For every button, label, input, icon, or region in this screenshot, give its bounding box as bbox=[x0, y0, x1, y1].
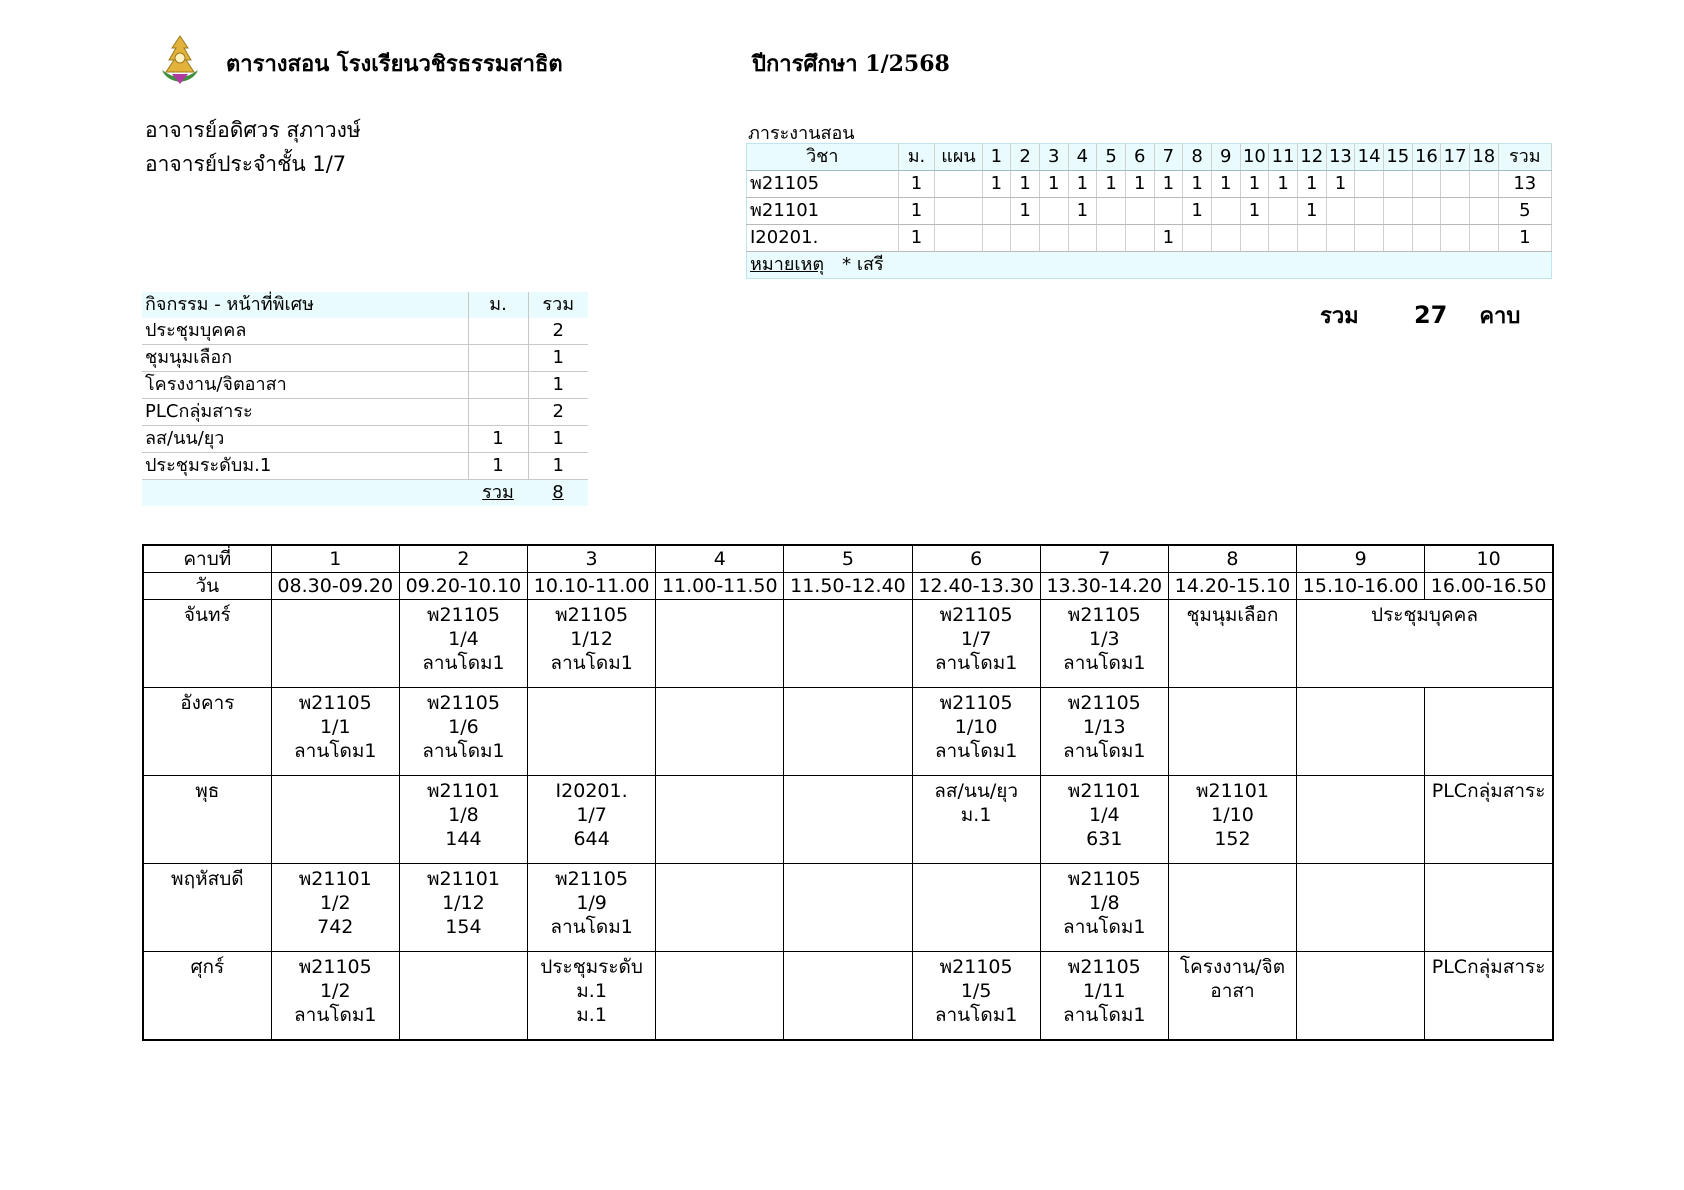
teaching-load-cell: 1 bbox=[1154, 171, 1183, 198]
teaching-load-cell bbox=[1211, 225, 1240, 252]
teaching-load-cell bbox=[1297, 225, 1326, 252]
timetable-cell bbox=[399, 864, 527, 952]
subject-code-cell: พ21105 bbox=[747, 171, 899, 198]
timetable-day-row bbox=[143, 864, 1553, 952]
day-name: พฤหัสบดี bbox=[143, 864, 271, 952]
note-text: * เสรี bbox=[842, 254, 884, 275]
activity-row bbox=[142, 345, 588, 372]
teaching-load-header-cell: 8 bbox=[1183, 144, 1212, 171]
teaching-load-cell bbox=[1383, 225, 1412, 252]
teaching-load-cell bbox=[935, 225, 982, 252]
period-time: 09.20-10.10 bbox=[399, 573, 527, 600]
teaching-load-cell: 1 bbox=[1326, 171, 1355, 198]
timetable-cell-line: ลานโดม1 bbox=[1063, 652, 1146, 674]
timetable-cell-line: ลานโดม1 bbox=[934, 652, 1018, 674]
timetable-cell-line: 1/11 bbox=[1082, 980, 1126, 1002]
timetable-cell-line: พ21101 bbox=[1067, 780, 1141, 802]
period-time: 10.10-11.00 bbox=[528, 573, 656, 600]
teaching-load-cell bbox=[1125, 225, 1154, 252]
activity-row bbox=[142, 318, 588, 345]
timetable-cell-line: 1/8 bbox=[448, 804, 479, 826]
day-corner-label: วัน bbox=[143, 573, 271, 600]
day-name: จันทร์ bbox=[143, 600, 271, 688]
timetable-cell-line: พ21105 bbox=[1067, 692, 1141, 714]
day-name: พุธ bbox=[143, 776, 271, 864]
period-time: 16.00-16.50 bbox=[1425, 573, 1553, 600]
timetable-cell bbox=[784, 952, 912, 1041]
day-name: ศุกร์ bbox=[143, 952, 271, 1041]
timetable-cell-line: ประชุมระดับ bbox=[540, 956, 643, 978]
activities-header-row bbox=[142, 292, 588, 318]
teaching-load-header-cell: 17 bbox=[1441, 144, 1470, 171]
timetable-cell bbox=[399, 688, 527, 776]
teaching-load-cell bbox=[1183, 225, 1212, 252]
activity-row bbox=[142, 399, 588, 426]
subject-code-cell: พ21101 bbox=[747, 198, 899, 225]
timetable-cell-line: 1/12 bbox=[442, 892, 485, 914]
teaching-load-cell bbox=[1412, 225, 1441, 252]
timetable-cell-line: 631 bbox=[1086, 828, 1123, 850]
period-number: 3 bbox=[528, 545, 656, 573]
teaching-load-cell: 1 bbox=[1125, 171, 1154, 198]
timetable-cell bbox=[528, 688, 656, 776]
teaching-load-header-cell: รวม bbox=[1498, 144, 1551, 171]
timetable-cell-line: พ21101 bbox=[426, 868, 500, 890]
timetable-cell-line: พ21105 bbox=[939, 956, 1013, 978]
teaching-load-cell bbox=[1097, 225, 1126, 252]
activity-name: ลส/นน/ยุว bbox=[142, 426, 468, 453]
period-time: 11.00-11.50 bbox=[656, 573, 784, 600]
timetable-cell-line: ชุมนุมเลือก bbox=[1186, 604, 1279, 626]
timetable-cell-line: 742 bbox=[317, 916, 354, 938]
timetable-cell bbox=[1425, 688, 1553, 776]
period-number: 2 bbox=[399, 545, 527, 573]
timetable-cell-line: 1/3 bbox=[1089, 628, 1120, 650]
timetable-cell-line: โครงงาน/จิต bbox=[1179, 956, 1286, 978]
timetable-cell-line: พ21105 bbox=[555, 868, 629, 890]
timetable-cell bbox=[784, 688, 912, 776]
timetable-cell-line: 1/13 bbox=[1082, 716, 1126, 738]
period-number: 4 bbox=[656, 545, 784, 573]
activities-footer-label: รวม bbox=[468, 480, 528, 507]
teaching-load-cell bbox=[1039, 198, 1068, 225]
activity-row bbox=[142, 453, 588, 480]
teaching-load-header-cell: 11 bbox=[1269, 144, 1298, 171]
timetable-cell bbox=[656, 776, 784, 864]
timetable-cell bbox=[656, 952, 784, 1041]
timetable-cell-line: พ21105 bbox=[939, 604, 1013, 626]
teaching-load-cell: 1 bbox=[1068, 198, 1097, 225]
timetable-cell-line: ม.1 bbox=[960, 804, 992, 826]
teaching-load-cell: 1 bbox=[1068, 171, 1097, 198]
activity-name: โครงงาน/จิตอาสา bbox=[142, 372, 468, 399]
activity-total: 1 bbox=[528, 426, 588, 453]
activity-row bbox=[142, 372, 588, 399]
timetable-cell bbox=[1040, 600, 1168, 688]
timetable-cell bbox=[399, 600, 527, 688]
day-name: อังคาร bbox=[143, 688, 271, 776]
timetable-cell-line: พ21105 bbox=[939, 692, 1013, 714]
teaching-load-cell bbox=[1355, 171, 1384, 198]
timetable-cell bbox=[1168, 688, 1296, 776]
teaching-load-cell bbox=[1326, 198, 1355, 225]
timetable-cell bbox=[399, 776, 527, 864]
timetable-cell-line: ม.1 bbox=[576, 980, 607, 1002]
timetable-cell-line: 1/8 bbox=[1089, 892, 1120, 914]
timetable-cell-line: พ21101 bbox=[298, 868, 372, 890]
activities-header-cell: ม. bbox=[468, 292, 528, 318]
timetable-cell bbox=[1040, 952, 1168, 1041]
teaching-load-cell bbox=[1441, 198, 1470, 225]
timetable-cell bbox=[528, 864, 656, 952]
period-time-row bbox=[143, 573, 1553, 600]
activity-total: 2 bbox=[528, 399, 588, 426]
activity-name: ประชุมระดับม.1 bbox=[142, 453, 468, 480]
activities-header-cell: รวม bbox=[528, 292, 588, 318]
timetable-cell bbox=[656, 864, 784, 952]
activities-footer-total: 8 bbox=[528, 480, 588, 507]
teaching-load-header-cell: 13 bbox=[1326, 144, 1355, 171]
subject-code-cell: I20201. bbox=[747, 225, 899, 252]
timetable-cell-line: ลานโดม1 bbox=[1063, 916, 1146, 938]
timetable-cell bbox=[784, 864, 912, 952]
teaching-load-cell bbox=[1412, 198, 1441, 225]
timetable-cell-line: พ21105 bbox=[1067, 604, 1141, 626]
teaching-load-row bbox=[747, 198, 1552, 225]
activity-level: 1 bbox=[468, 426, 528, 453]
timetable-cell bbox=[271, 864, 399, 952]
activity-level bbox=[468, 399, 528, 426]
timetable-cell bbox=[528, 776, 656, 864]
teaching-load-cell bbox=[1240, 225, 1269, 252]
timetable-day-row bbox=[143, 952, 1553, 1041]
teaching-load-cell bbox=[1469, 198, 1498, 225]
timetable-cell-line: ลานโดม1 bbox=[422, 652, 505, 674]
period-time: 13.30-14.20 bbox=[1040, 573, 1168, 600]
timetable-cell-line: ลานโดม1 bbox=[1063, 1004, 1146, 1026]
activities-footer-row bbox=[142, 480, 588, 507]
teaching-load-header-cell: 4 bbox=[1068, 144, 1097, 171]
period-number: 10 bbox=[1425, 545, 1553, 573]
activities-header-cell: กิจกรรม - หน้าที่พิเศษ bbox=[142, 292, 468, 318]
timetable-cell-line: ลานโดม1 bbox=[294, 1004, 377, 1026]
teaching-load-cell bbox=[1125, 198, 1154, 225]
teaching-load-header-cell: แผน bbox=[935, 144, 982, 171]
timetable-cell-line: ลานโดม1 bbox=[422, 740, 505, 762]
timetable-cell bbox=[1040, 864, 1168, 952]
teaching-load-title: ภาระงานสอน bbox=[748, 123, 855, 144]
timetable-cell-line: 1/5 bbox=[960, 980, 992, 1002]
teaching-load-cell bbox=[935, 198, 982, 225]
teaching-load-cell bbox=[1441, 225, 1470, 252]
timetable-cell-line: 1/4 bbox=[448, 628, 479, 650]
activity-level bbox=[468, 372, 528, 399]
timetable-cell bbox=[912, 952, 1040, 1041]
timetable-cell bbox=[1168, 952, 1296, 1041]
timetable-cell bbox=[912, 776, 1040, 864]
activities-table bbox=[142, 292, 588, 506]
teaching-load-header-cell: 9 bbox=[1211, 144, 1240, 171]
timetable-cell bbox=[656, 688, 784, 776]
teaching-load-header-cell: 1 bbox=[982, 144, 1011, 171]
teaching-load-cell: 1 bbox=[1097, 171, 1126, 198]
teaching-load-cell: 13 bbox=[1498, 171, 1551, 198]
timetable-cell-line: 1/9 bbox=[576, 892, 607, 914]
teaching-load-cell: 1 bbox=[1211, 171, 1240, 198]
period-time: 08.30-09.20 bbox=[271, 573, 399, 600]
timetable-cell-line: พ21105 bbox=[298, 956, 372, 978]
teaching-load-cell: 1 bbox=[1039, 171, 1068, 198]
period-number: 6 bbox=[912, 545, 1040, 573]
teaching-load-cell: 1 bbox=[1297, 171, 1326, 198]
teaching-load-cell bbox=[1383, 198, 1412, 225]
timetable-cell bbox=[1425, 952, 1553, 1041]
timetable-cell-line: 1/6 bbox=[448, 716, 479, 738]
teaching-load-cell: 1 bbox=[1011, 198, 1040, 225]
period-time: 14.20-15.10 bbox=[1168, 573, 1296, 600]
timetable-cell-line: ลานโดม1 bbox=[294, 740, 377, 762]
timetable-cell bbox=[1168, 600, 1296, 688]
teaching-load-cell bbox=[1211, 198, 1240, 225]
activity-total: 1 bbox=[528, 372, 588, 399]
timetable-cell-line: 1/10 bbox=[1211, 804, 1254, 826]
timetable-cell-line: I20201. bbox=[555, 780, 628, 802]
teaching-load-note-row bbox=[747, 252, 1552, 279]
teaching-load-cell: 1 bbox=[1154, 225, 1183, 252]
school-emblem-icon bbox=[158, 34, 202, 86]
homeroom-class: อาจารย์ประจำชั้น 1/7 bbox=[145, 152, 347, 176]
note-cell bbox=[747, 252, 1552, 279]
timetable-cell bbox=[912, 600, 1040, 688]
total-unit: คาบ bbox=[1479, 304, 1521, 329]
teaching-load-cell: 1 bbox=[898, 225, 935, 252]
teaching-load-row bbox=[747, 225, 1552, 252]
teaching-load-header-cell: 3 bbox=[1039, 144, 1068, 171]
activity-name: ชุมนุมเลือก bbox=[142, 345, 468, 372]
timetable-day-row bbox=[143, 776, 1553, 864]
teaching-load-cell bbox=[1269, 198, 1298, 225]
timetable-cell bbox=[1297, 864, 1425, 952]
teaching-load-header-cell: 6 bbox=[1125, 144, 1154, 171]
timetable-cell-line: ม.1 bbox=[576, 1004, 607, 1026]
timetable-cell-line: ลส/นน/ยุว bbox=[934, 780, 1019, 802]
activity-total: 1 bbox=[528, 453, 588, 480]
timetable-cell-line: 1/10 bbox=[954, 716, 998, 738]
timetable-cell-line: พ21101 bbox=[426, 780, 500, 802]
timetable-cell bbox=[271, 952, 399, 1041]
timetable-cell-line: PLCกลุ่มสาระ bbox=[1431, 780, 1546, 802]
teaching-load-header-cell: 16 bbox=[1412, 144, 1441, 171]
timetable-cell-line: พ21101 bbox=[1195, 780, 1269, 802]
teaching-load-header-cell: 10 bbox=[1240, 144, 1269, 171]
timetable-cell bbox=[656, 600, 784, 688]
teaching-load-cell bbox=[1068, 225, 1097, 252]
note-label: หมายเหตุ bbox=[750, 254, 825, 275]
activity-level bbox=[468, 318, 528, 345]
timetable-cell-line: 1/1 bbox=[319, 716, 351, 738]
teaching-load-cell bbox=[1097, 198, 1126, 225]
teaching-load-cell: 1 bbox=[1498, 225, 1551, 252]
timetable-cell-line: 1/2 bbox=[319, 892, 351, 914]
teaching-load-cell bbox=[1355, 198, 1384, 225]
teaching-load-header-cell: ม. bbox=[898, 144, 935, 171]
teaching-load-cell bbox=[1441, 171, 1470, 198]
timetable-cell-line: ประชุมบุคคล bbox=[1371, 604, 1479, 626]
timetable-cell bbox=[912, 864, 1040, 952]
timetable-cell-line: พ21105 bbox=[1067, 868, 1141, 890]
activity-level: 1 bbox=[468, 453, 528, 480]
timetable-cell bbox=[1425, 776, 1553, 864]
period-number: 1 bbox=[271, 545, 399, 573]
teaching-load-cell: 1 bbox=[1240, 198, 1269, 225]
teaching-load-cell: 5 bbox=[1498, 198, 1551, 225]
period-number: 7 bbox=[1040, 545, 1168, 573]
timetable-cell-line: 152 bbox=[1214, 828, 1251, 850]
total-label: รวม bbox=[1320, 304, 1359, 329]
timetable-cell-line: 144 bbox=[445, 828, 482, 850]
timetable-cell bbox=[912, 688, 1040, 776]
teaching-load-cell bbox=[982, 225, 1011, 252]
timetable-cell-line: 644 bbox=[573, 828, 610, 850]
activities-footer-spacer bbox=[142, 480, 468, 507]
total-periods-summary bbox=[1320, 298, 1520, 333]
timetable-cell-line: 1/7 bbox=[960, 628, 992, 650]
teaching-load-cell bbox=[1326, 225, 1355, 252]
teaching-load-cell: 1 bbox=[1269, 171, 1298, 198]
timetable-cell bbox=[784, 600, 912, 688]
timetable-cell bbox=[528, 600, 656, 688]
period-number: 8 bbox=[1168, 545, 1296, 573]
teacher-info bbox=[145, 113, 361, 181]
timetable-cell bbox=[271, 688, 399, 776]
timetable-cell-line: 1/2 bbox=[319, 980, 351, 1002]
timetable-day-row bbox=[143, 600, 1553, 688]
academic-year: ปีการศึกษา 1/2568 bbox=[752, 51, 950, 77]
timetable-cell-line: อาสา bbox=[1210, 980, 1255, 1002]
teaching-load-cell: 1 bbox=[1183, 171, 1212, 198]
teaching-load-cell: 1 bbox=[1240, 171, 1269, 198]
timetable-cell-line: พ21105 bbox=[426, 692, 500, 714]
teaching-load-cell bbox=[1383, 171, 1412, 198]
timetable-cell bbox=[1168, 864, 1296, 952]
teaching-load-cell: 1 bbox=[982, 171, 1011, 198]
teaching-load-header-cell: 15 bbox=[1383, 144, 1412, 171]
activity-row bbox=[142, 426, 588, 453]
timetable-cell-line: 1/12 bbox=[570, 628, 613, 650]
timetable-cell bbox=[399, 952, 527, 1041]
teaching-load-cell bbox=[1412, 171, 1441, 198]
timetable-cell bbox=[784, 776, 912, 864]
teaching-load-cell bbox=[1355, 225, 1384, 252]
timetable-cell-line: พ21105 bbox=[298, 692, 372, 714]
total-value: 27 bbox=[1413, 301, 1448, 329]
teaching-load-header-cell: 14 bbox=[1355, 144, 1384, 171]
teaching-load-header-row bbox=[747, 144, 1552, 171]
timetable-cell-line: PLCกลุ่มสาระ bbox=[1431, 956, 1546, 978]
timetable-cell-line: พ21105 bbox=[555, 604, 629, 626]
timetable-cell-line: 1/7 bbox=[576, 804, 607, 826]
teaching-load-header-cell: 7 bbox=[1154, 144, 1183, 171]
teaching-load-cell bbox=[1469, 225, 1498, 252]
timetable-cell-line: ลานโดม1 bbox=[934, 1004, 1018, 1026]
teaching-load-table bbox=[746, 143, 1552, 279]
timetable-cell bbox=[271, 600, 399, 688]
timetable-cell-line: 154 bbox=[445, 916, 482, 938]
teaching-load-cell bbox=[1269, 225, 1298, 252]
teaching-load-cell bbox=[1011, 225, 1040, 252]
teaching-load-cell bbox=[1039, 225, 1068, 252]
timetable-cell-line: พ21105 bbox=[426, 604, 500, 626]
teaching-load-cell bbox=[935, 171, 982, 198]
activity-name: PLCกลุ่มสาระ bbox=[142, 399, 468, 426]
teaching-load-cell: 1 bbox=[898, 171, 935, 198]
timetable-cell-line: ลานโดม1 bbox=[1063, 740, 1146, 762]
teaching-load-header-cell: 18 bbox=[1469, 144, 1498, 171]
teaching-load-cell bbox=[1154, 198, 1183, 225]
period-number: 5 bbox=[784, 545, 912, 573]
period-time: 11.50-12.40 bbox=[784, 573, 912, 600]
activity-total: 2 bbox=[528, 318, 588, 345]
teaching-load-cell: 1 bbox=[1011, 171, 1040, 198]
timetable-cell bbox=[1040, 776, 1168, 864]
timetable-cell-line: พ21105 bbox=[1067, 956, 1141, 978]
timetable-cell-line: ลานโดม1 bbox=[550, 916, 633, 938]
teaching-load-row bbox=[747, 171, 1552, 198]
timetable-cell bbox=[1425, 864, 1553, 952]
timetable-cell-line: ลานโดม1 bbox=[934, 740, 1018, 762]
period-number: 9 bbox=[1297, 545, 1425, 573]
teacher-name: อาจารย์อดิศวร สุภาวงษ์ bbox=[145, 118, 361, 142]
teaching-load-header-cell: 2 bbox=[1011, 144, 1040, 171]
timetable-day-row bbox=[143, 688, 1553, 776]
teaching-load-cell bbox=[1469, 171, 1498, 198]
timetable-cell bbox=[1297, 688, 1425, 776]
period-time: 12.40-13.30 bbox=[912, 573, 1040, 600]
timetable-cell bbox=[1168, 776, 1296, 864]
teaching-load-cell: 1 bbox=[1183, 198, 1212, 225]
timetable-cell bbox=[1297, 600, 1553, 688]
timetable-cell bbox=[1297, 776, 1425, 864]
activity-total: 1 bbox=[528, 345, 588, 372]
teaching-load-header-cell: 12 bbox=[1297, 144, 1326, 171]
timetable-cell-line: ลานโดม1 bbox=[550, 652, 633, 674]
teaching-load-cell bbox=[982, 198, 1011, 225]
weekly-timetable bbox=[142, 544, 1554, 1041]
school-title: ตารางสอน โรงเรียนวชิรธรรมสาธิต bbox=[226, 51, 563, 77]
period-time: 15.10-16.00 bbox=[1297, 573, 1425, 600]
teaching-load-cell: 1 bbox=[1297, 198, 1326, 225]
activity-level bbox=[468, 345, 528, 372]
period-corner-label: คาบที่ bbox=[143, 545, 271, 573]
timetable-cell bbox=[1040, 688, 1168, 776]
period-number-row bbox=[143, 545, 1553, 573]
teaching-load-cell: 1 bbox=[898, 198, 935, 225]
timetable-cell bbox=[1297, 952, 1425, 1041]
teaching-load-header-cell: วิชา bbox=[747, 144, 899, 171]
timetable-cell bbox=[528, 952, 656, 1041]
activity-name: ประชุมบุคคล bbox=[142, 318, 468, 345]
timetable-cell-line: 1/4 bbox=[1089, 804, 1120, 826]
teaching-load-header-cell: 5 bbox=[1097, 144, 1126, 171]
timetable-cell bbox=[271, 776, 399, 864]
